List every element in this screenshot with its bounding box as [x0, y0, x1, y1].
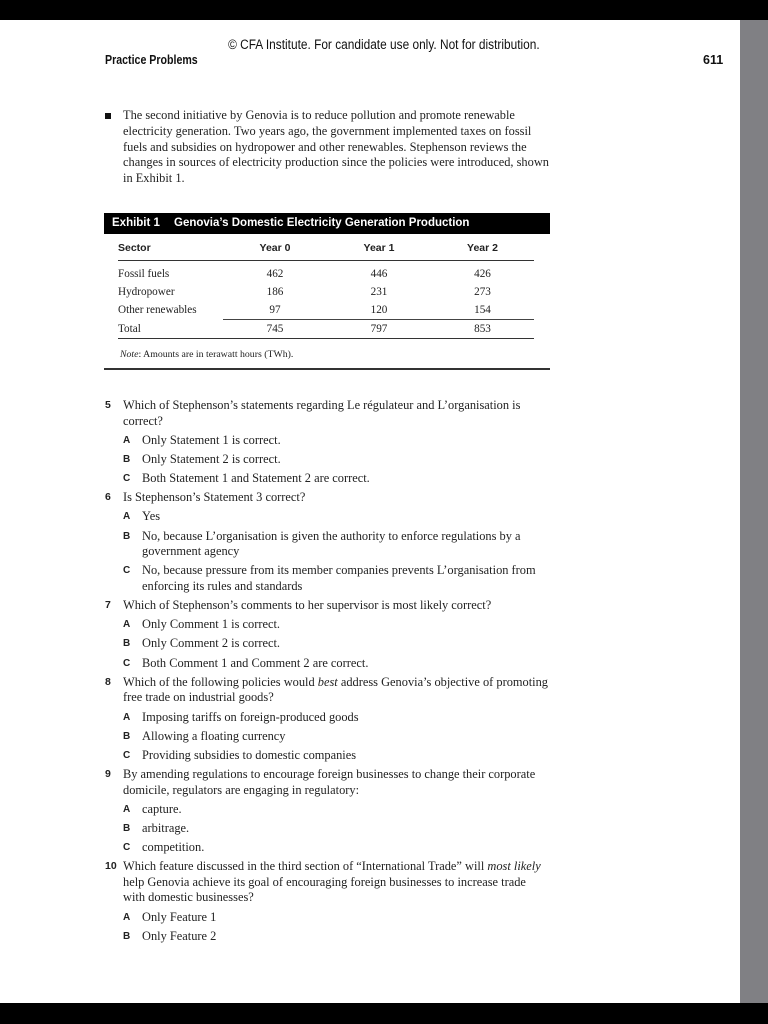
answer-option	[123, 929, 550, 945]
question-text: Which of Stephenson’s comments to her supervisor is most likely correct?	[123, 598, 492, 613]
question-text-part: help Genovia achieve its goal of encouraging foreign businesses to increase trade with domestic businesses?	[123, 874, 526, 905]
question-text-part: Which of the following policies would	[123, 674, 318, 689]
column-header: Year 2	[431, 241, 534, 261]
answer-option	[123, 910, 550, 926]
answer-option	[123, 840, 550, 856]
option-label: B	[123, 930, 131, 942]
option-label: C	[123, 657, 131, 669]
option-label: A	[123, 619, 131, 631]
cell: 120	[370, 304, 388, 316]
answer-option	[123, 802, 550, 818]
question-number: 6	[105, 491, 111, 504]
question-text: By amending regulations to encourage foreign businesses to change their corporate domicile, regulators are engaging in regulatory:	[123, 767, 536, 797]
option-text: Only Statement 2 is correct.	[142, 451, 281, 466]
practice-questions	[105, 398, 550, 948]
option-label: A	[123, 711, 131, 723]
exhibit-note	[120, 349, 293, 360]
option-text: Both Comment 1 and Comment 2 are correct.	[142, 655, 369, 670]
exhibit-table	[118, 241, 534, 339]
note-label: Note	[120, 349, 139, 360]
option-text: Only Feature 2	[142, 928, 217, 943]
option-label: B	[123, 638, 131, 650]
question-10	[105, 859, 550, 944]
table-row	[118, 301, 534, 320]
question-number: 10	[105, 860, 117, 873]
option-text: Only Statement 1 is correct.	[142, 432, 281, 447]
table-row	[118, 261, 534, 284]
exhibit-label: Exhibit 1	[112, 217, 160, 229]
question-text-emphasis: most likely	[487, 859, 541, 874]
answer-option	[123, 821, 550, 837]
answer-option	[123, 617, 550, 633]
page-number: 611	[703, 53, 724, 67]
option-text: Imposing tariffs on foreign-produced goods	[142, 709, 359, 724]
question-text: Which of Stephenson’s statements regarding Le régulateur and L’organisation is correct?	[123, 398, 521, 428]
question-number: 9	[105, 768, 111, 780]
question-number: 5	[105, 399, 111, 411]
bottom-bar	[0, 1003, 768, 1024]
running-head: Practice Problems	[105, 53, 198, 67]
option-label: A	[123, 511, 131, 523]
cell: 186	[266, 286, 284, 298]
option-text: capture.	[142, 801, 182, 816]
exhibit-bottom-rule	[104, 368, 550, 370]
option-text: Both Statement 1 and Statement 2 are correct.	[142, 471, 370, 486]
question-number: 7	[105, 599, 111, 612]
answer-option	[123, 452, 550, 468]
column-header: Year 1	[327, 241, 431, 261]
table-total-row	[118, 320, 534, 339]
row-label: Total	[118, 320, 223, 339]
option-text: No, because pressure from its member companies prevents L’organisation from enforcing its rules and standards	[142, 563, 536, 593]
top-bar	[0, 0, 768, 20]
table-header-row	[118, 241, 534, 261]
question-6	[105, 490, 550, 594]
square-bullet-icon	[105, 113, 111, 119]
option-label: A	[123, 803, 131, 815]
answer-option	[123, 636, 550, 652]
question-text: Is Stephenson’s Statement 3 correct?	[123, 490, 306, 505]
question-text	[123, 675, 550, 706]
bullet-text: The second initiative by Genovia is to reduce pollution and promote renewable electricity generation. Two years ago, the government implemented taxes on fossil fuels and subsidies on hydropower and other renewables. Stephenson reviews the changes in sources of electricity production since the policies were introduced, shown in Exhibit 1.	[123, 108, 549, 186]
column-header: Sector	[118, 241, 223, 261]
cell: 426	[474, 268, 491, 280]
row-label: Other renewables	[118, 304, 197, 317]
option-label: C	[123, 842, 131, 854]
answer-option	[123, 471, 550, 487]
answer-option	[123, 729, 550, 745]
question-text-part: Which feature discussed in the third section of “International Trade” will	[123, 859, 488, 874]
row-label: Hydropower	[118, 286, 175, 298]
option-text: arbitrage.	[142, 820, 190, 835]
option-label: B	[123, 822, 131, 834]
answer-option	[123, 656, 550, 672]
option-label: B	[123, 530, 131, 542]
cell: 446	[370, 268, 388, 280]
cell: 853	[431, 320, 534, 339]
cell: 745	[223, 320, 327, 339]
question-7	[105, 598, 550, 671]
question-text	[123, 859, 550, 906]
question-number: 8	[105, 675, 111, 688]
option-label: B	[123, 453, 131, 465]
note-text: : Amounts are in terawatt hours (TWh).	[138, 349, 294, 360]
copyright-notice: © CFA Institute. For candidate use only. Not for distribution.	[228, 37, 540, 52]
cell: 462	[266, 268, 284, 280]
question-9	[105, 767, 550, 856]
answer-option	[123, 529, 550, 560]
row-label: Fossil fuels	[118, 268, 170, 280]
answer-option	[123, 563, 550, 594]
cell: 154	[474, 304, 491, 316]
table-row	[118, 283, 534, 301]
cell: 273	[474, 286, 491, 298]
option-label: B	[123, 730, 131, 742]
option-text: Only Feature 1	[142, 909, 217, 924]
column-header: Year 0	[223, 241, 327, 261]
question-8	[105, 675, 550, 764]
option-label: C	[123, 473, 131, 485]
option-label: C	[123, 565, 131, 577]
exhibit-header	[104, 213, 550, 234]
bullet-paragraph	[105, 108, 550, 187]
answer-option	[123, 748, 550, 764]
option-text: Only Comment 2 is correct.	[142, 636, 280, 651]
answer-option	[123, 433, 550, 449]
question-text-emphasis: best	[317, 674, 338, 689]
side-scroll-strip[interactable]	[740, 20, 768, 1003]
question-5	[105, 398, 550, 487]
cell: 231	[370, 286, 388, 298]
option-text: Allowing a floating currency	[142, 728, 286, 743]
option-text: Only Comment 1 is correct.	[142, 617, 280, 632]
answer-option	[123, 509, 550, 525]
option-text: No, because L’organisation is given the authority to enforce regulations by a government agency	[142, 528, 521, 559]
option-label: A	[123, 911, 131, 923]
option-text: Yes	[142, 509, 161, 524]
answer-option	[123, 710, 550, 726]
cell: 797	[327, 320, 431, 339]
option-label: A	[123, 434, 131, 446]
exhibit-1	[104, 213, 550, 360]
option-label: C	[123, 749, 131, 761]
cell: 97	[269, 304, 281, 316]
exhibit-title: Genovia’s Domestic Electricity Generation Production	[174, 217, 470, 229]
option-text: competition.	[142, 840, 205, 855]
option-text: Providing subsidies to domestic companies	[142, 747, 357, 762]
question-text-part: address Genovia’s objective of promoting free trade on industrial goods?	[123, 674, 548, 705]
